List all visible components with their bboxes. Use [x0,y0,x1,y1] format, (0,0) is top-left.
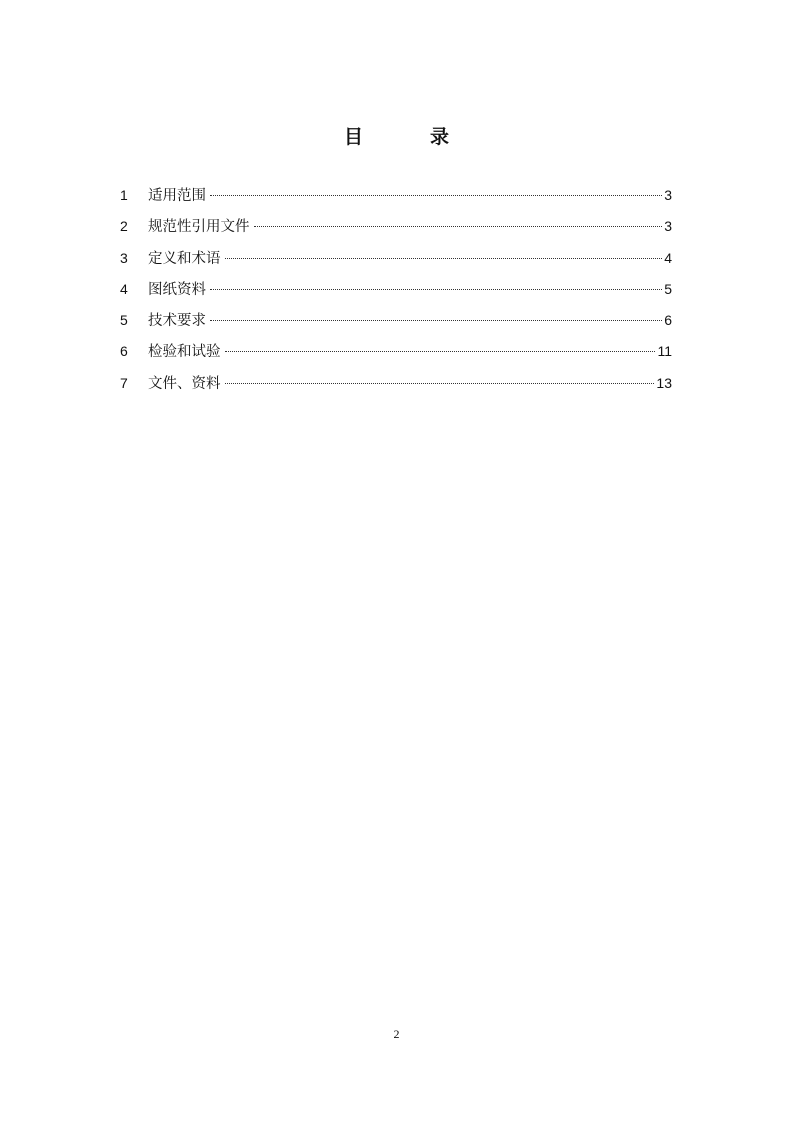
table-of-contents [120,183,672,402]
toc-entry-5[interactable] [120,308,672,339]
toc-entry-2[interactable] [120,214,672,245]
toc-entry-page: 6 [664,312,672,329]
toc-entry-text: 图纸资料 [148,281,206,298]
toc-entry-page: 13 [656,374,672,391]
toc-entry-4[interactable] [120,277,672,308]
dot-leader [210,287,662,290]
toc-entry-6[interactable] [120,339,672,370]
toc-entry-number: 1 [120,187,128,203]
dot-leader [225,349,656,352]
dot-leader [225,381,655,384]
toc-entry-number: 7 [120,374,128,391]
toc-entry-text: 文件、资料 [148,375,221,392]
toc-entry-text: 检验和试验 [148,344,221,361]
toc-entry-number: 5 [120,312,128,329]
toc-entry-number: 2 [120,218,128,235]
toc-entry-text: 适用范围 [148,188,206,204]
toc-entry-text: 规范性引用文件 [148,219,250,236]
toc-entry-page: 4 [664,249,672,266]
toc-entry-text: 定义和术语 [148,250,221,267]
dot-leader [210,193,662,196]
toc-entry-7[interactable] [120,371,672,402]
toc-entry-page: 5 [664,280,672,297]
toc-entry-number: 4 [120,280,128,297]
toc-entry-1[interactable] [120,183,672,214]
toc-entry-number: 3 [120,249,128,266]
toc-entry-text: 技术要求 [148,313,206,330]
toc-entry-number: 6 [120,343,128,360]
dot-leader [210,318,662,321]
dot-leader [254,224,663,227]
dot-leader [225,256,663,259]
page-number: 2 [393,1027,400,1041]
toc-entry-3[interactable] [120,246,672,277]
toc-title: 目 录 [343,126,473,148]
toc-entry-page: 3 [664,187,672,203]
toc-entry-page: 11 [657,343,672,360]
toc-entry-page: 3 [664,218,672,235]
